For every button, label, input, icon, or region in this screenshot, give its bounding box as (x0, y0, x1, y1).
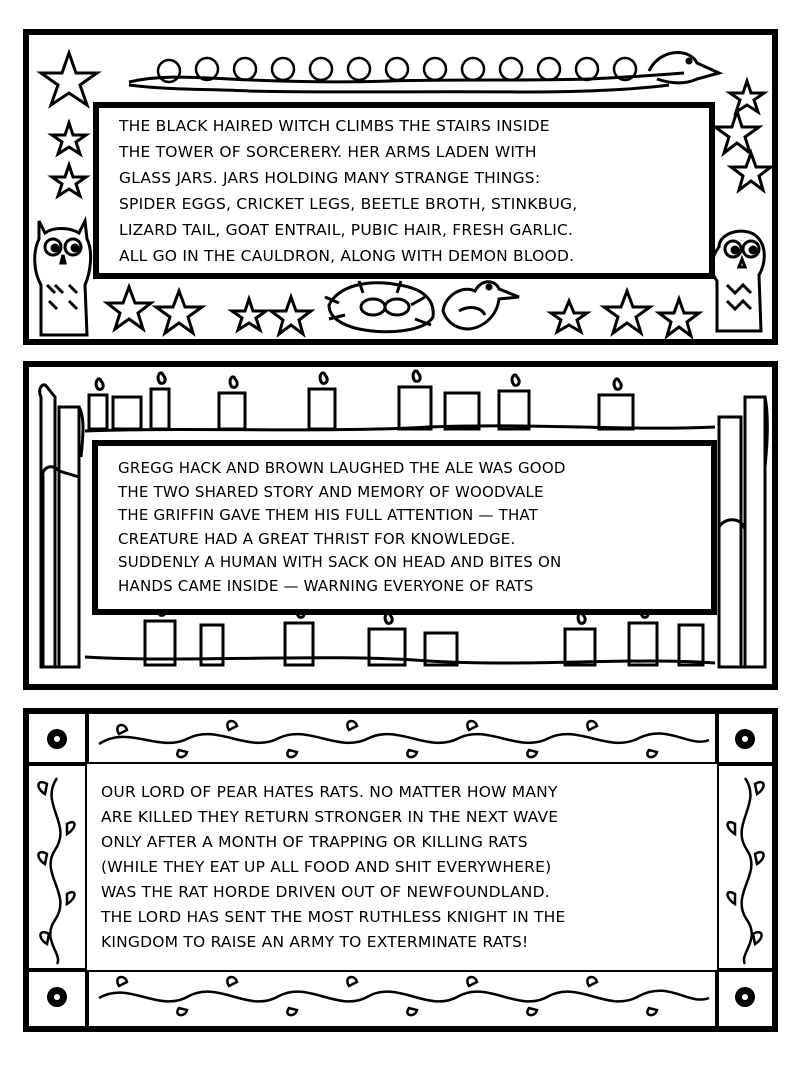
narration-line: ALL GO IN THE CAULDRON, ALONG WITH DEMON BLOOD. (119, 246, 575, 265)
candle-icon (40, 385, 55, 667)
narration-line: GLASS JARS. JARS HOLDING MANY STRANGE THINGS: (119, 168, 541, 187)
narration-line: SUDDENLY A HUMAN WITH SACK ON HEAD AND BITES ON (118, 553, 562, 571)
candle-icon (629, 623, 657, 665)
narration-line: LIZARD TAIL, GOAT ENTRAIL, PUBIC HAIR, FRESH GARLIC. (119, 220, 574, 239)
candle-icon (59, 407, 79, 667)
narration-line: THE TWO SHARED STORY AND MEMORY OF WOODVALE (118, 482, 544, 501)
candle-icon (679, 625, 703, 665)
bird-icon (443, 282, 519, 329)
narration-box-rats (87, 764, 717, 970)
candle-icon (145, 621, 175, 665)
candle-icon (369, 629, 405, 665)
candle-icon (201, 625, 223, 665)
candle-icon (565, 629, 595, 665)
narration-line: SPIDER EGGS, CRICKET LEGS, BEETLE BROTH, STINKBUG, (119, 194, 578, 213)
narration-line: OUR LORD OF PEAR HATES RATS. NO MATTER HOW MANY (101, 782, 558, 801)
narration-box-tavern (92, 440, 717, 615)
candle-icon (89, 395, 107, 429)
star-icon (107, 287, 699, 336)
candle-icon (151, 389, 169, 429)
snake-border (129, 53, 719, 92)
candle-icon (499, 391, 529, 429)
panel-witch (23, 29, 778, 345)
candle-icon (425, 633, 457, 665)
narration-line: WAS THE RAT HORDE DRIVEN OUT OF NEWFOUNDLAND. (101, 882, 550, 901)
candle-icon (445, 393, 479, 429)
candle-icon (399, 387, 431, 429)
candle-icon (285, 623, 313, 665)
candle-icon (43, 467, 79, 667)
owl-icon (35, 221, 91, 335)
narration-line: ARE KILLED THEY RETURN STRONGER IN THE NEXT WAVE (101, 807, 559, 826)
narration-line: THE TOWER OF SORCERERY. HER ARMS LADEN WITH (119, 142, 537, 161)
narration-box-witch (93, 102, 715, 279)
narration-line: KINGDOM TO RAISE AN ARMY TO EXTERMINATE RATS! (101, 932, 529, 951)
owl-icon (712, 231, 764, 331)
narration-line: THE BLACK HAIRED WITCH CLIMBS THE STAIRS INSIDE (119, 116, 550, 135)
narration-line: CREATURE HAD A GREAT THRIST FOR KNOWLEDGE. (118, 529, 516, 548)
panel-rats (23, 708, 778, 1032)
star-icon (41, 53, 97, 196)
candle-icon (113, 397, 141, 429)
candle-icon (745, 397, 765, 667)
star-icon (715, 81, 771, 190)
narration-line: ONLY AFTER A MONTH OF TRAPPING OR KILLING RATS (101, 832, 528, 851)
candle-icon (309, 389, 335, 429)
narration-line: THE LORD HAS SENT THE MOST RUTHLESS KNIGHT IN THE (101, 907, 566, 926)
narration-line: THE GRIFFIN GAVE THEM HIS FULL ATTENTION — THAT (118, 506, 539, 524)
candle-icon (599, 395, 633, 429)
narration-line: HANDS CAME INSIDE — WARNING EVERYONE OF RATS (118, 576, 534, 595)
candle-icon (719, 417, 741, 667)
narration-line: (WHILE THEY EAT UP ALL FOOD AND SHIT EVERYWHERE) (101, 857, 552, 876)
panel-tavern (23, 361, 778, 690)
nest-icon (325, 281, 433, 332)
narration-line: GREGG HACK AND BROWN LAUGHED THE ALE WAS GOOD (118, 459, 566, 477)
candle-icon (219, 393, 245, 429)
